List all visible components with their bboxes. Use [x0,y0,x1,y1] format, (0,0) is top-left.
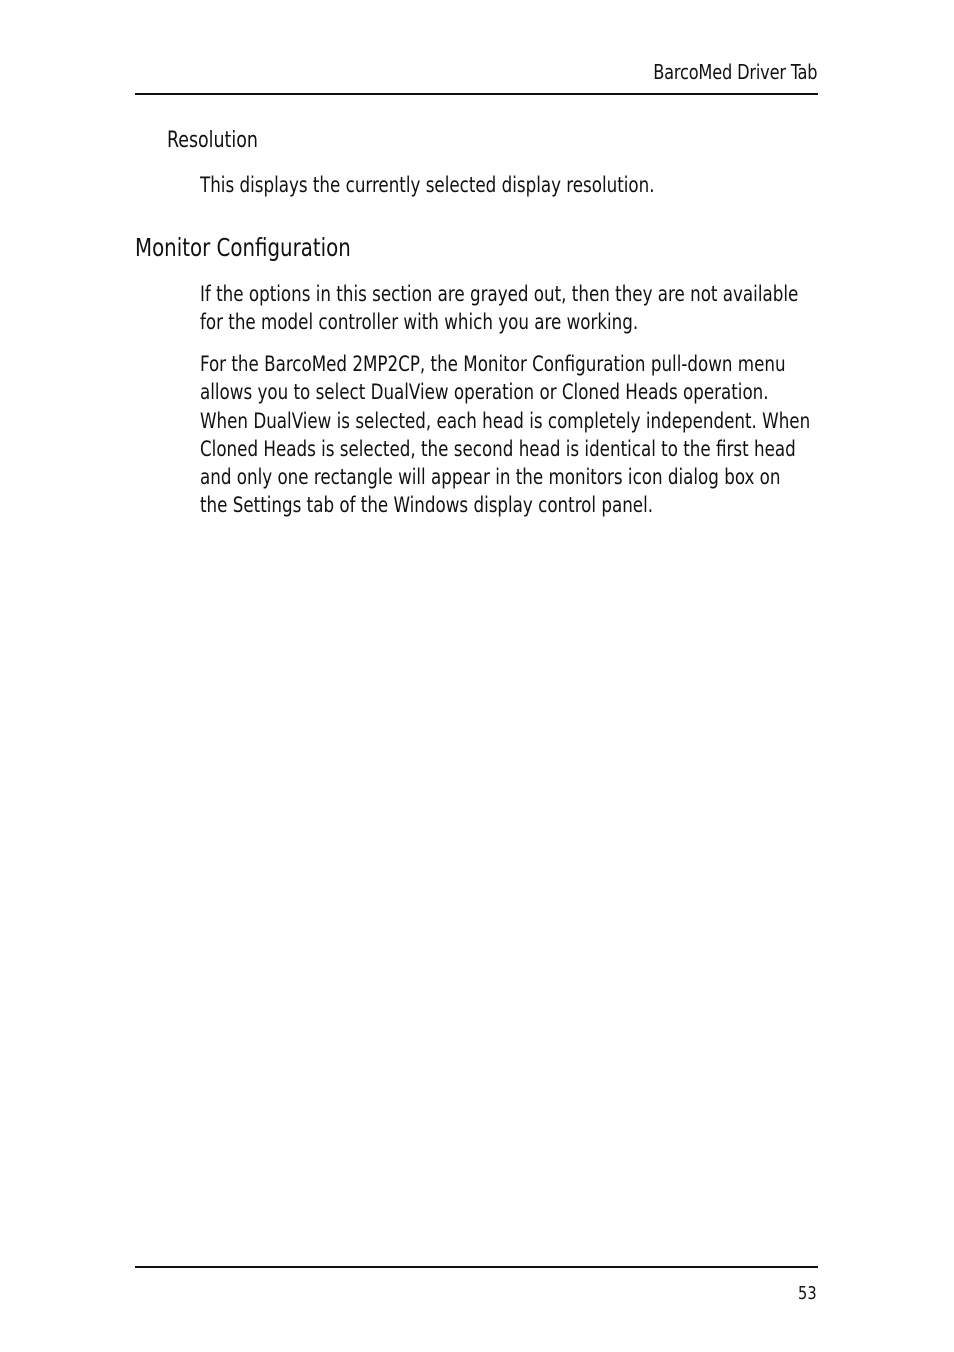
monitor-configuration-heading: Monitor Configuration [135,233,351,262]
header-rule [135,93,818,95]
resolution-description: This displays the currently selected display resolution. [200,173,655,197]
footer-rule [135,1266,818,1268]
page-number: 53 [798,1283,817,1304]
running-header-title: BarcoMed Driver Tab [652,60,817,84]
resolution-heading: Resolution [167,128,258,153]
monitor-configuration-paragraph-1: If the options in this section are grayed out, then they are not available for the model controller with which you are working. [200,282,799,335]
monitor-configuration-paragraph-2: For the BarcoMed 2MP2CP, the Monitor Configuration pull-down menu allows you to select DualView operation or Cloned Heads operation. When DualView is selected, each head is completely independent. When Cloned Heads is selected, the second head is identical to the first head and only one rectangle will appear in the monitors icon dialog box on the Settings tab of the Windows display control panel. [200,352,811,518]
